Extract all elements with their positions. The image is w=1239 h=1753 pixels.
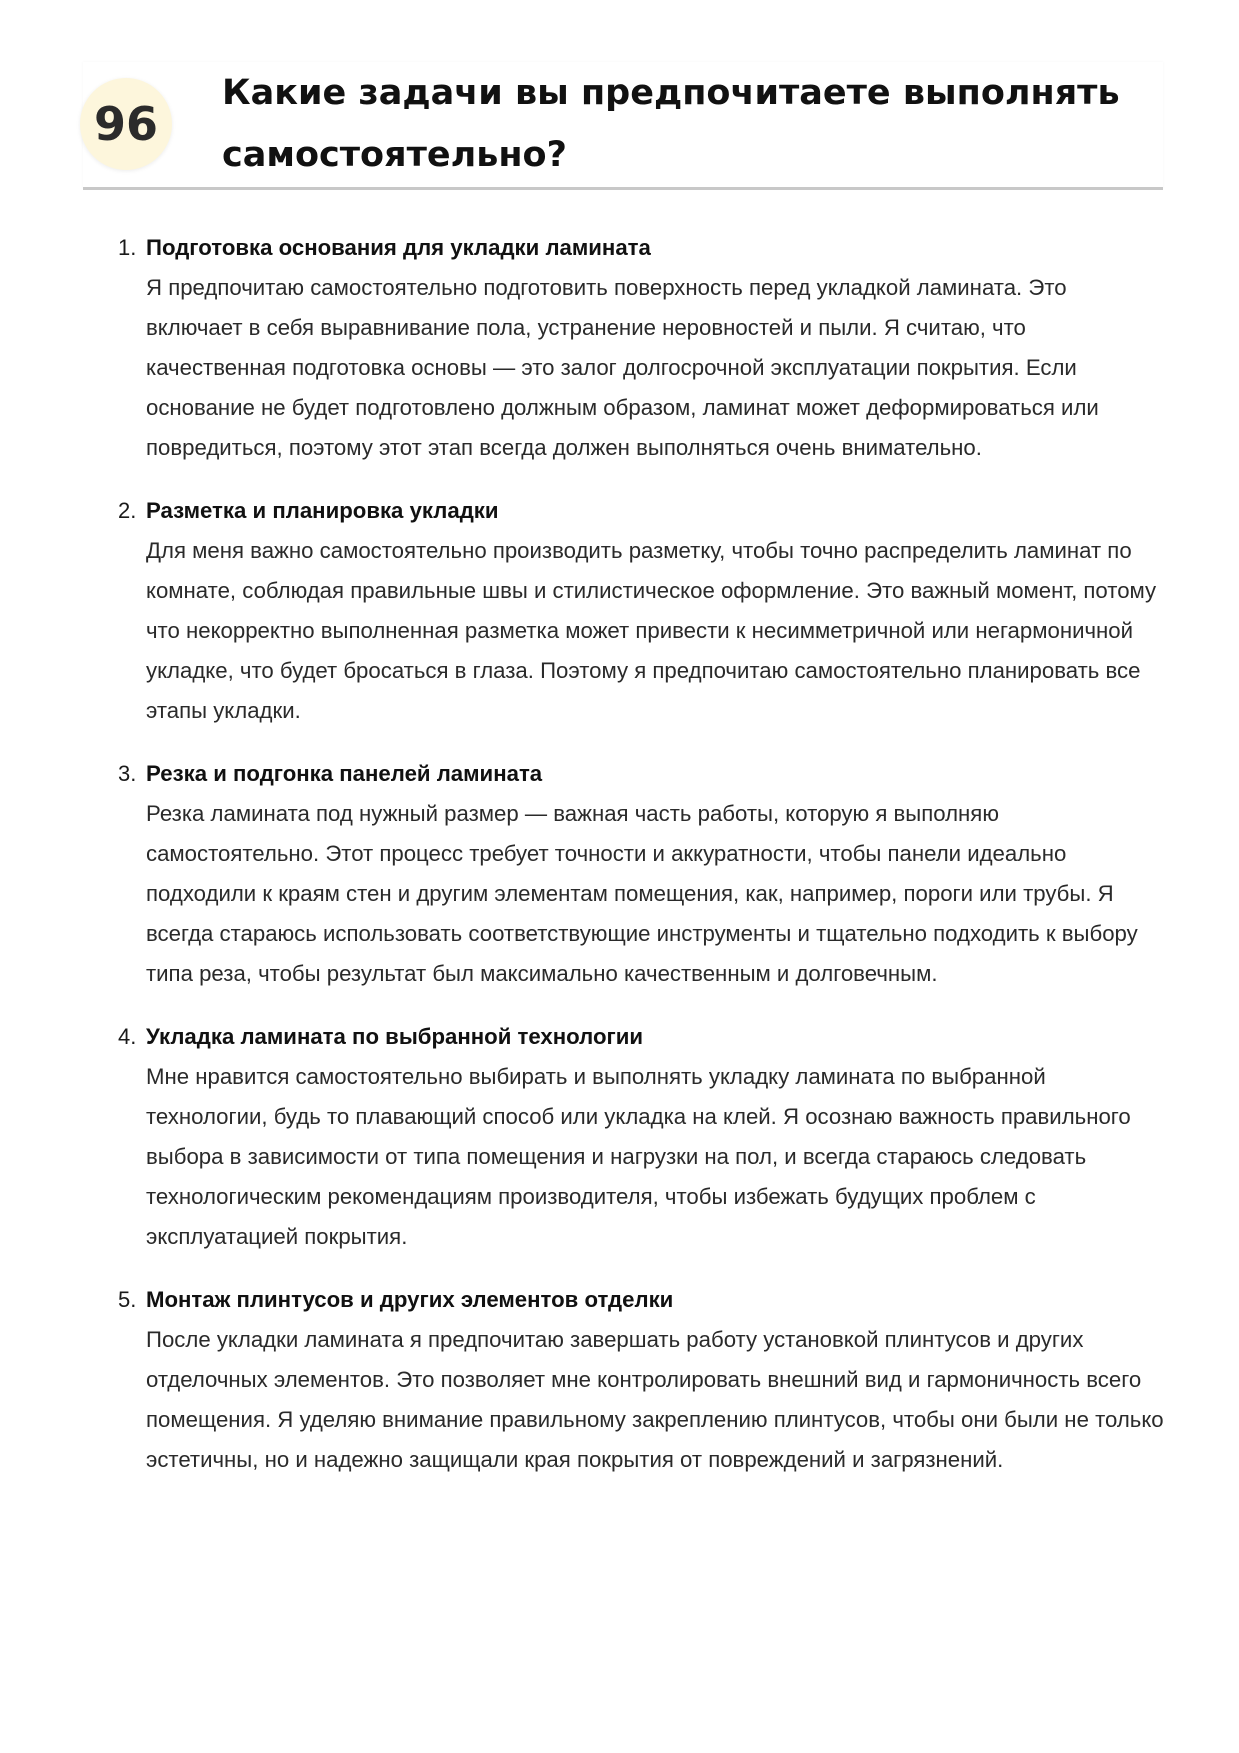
list-item-title: Подготовка основания для укладки ламината [146,235,651,260]
list-item-body [146,1280,1168,1480]
list-item-number: 5. [118,1287,137,1312]
list-item [118,491,1168,731]
list-item [118,754,1168,994]
list-item-title: Монтаж плинтусов и других элементов отделки [146,1287,674,1312]
list-item-text: Мне нравится самостоятельно выбирать и выполнять укладку ламината по выбранной технологии, будь то плавающий способ или укладка на клей. Я осознаю важность правильного выбора в зависимости от типа помещения и нагрузки на пол, и всегда стараюсь следовать технологическим рекомендациям производителя, чтобы избежать будущих проблем с эксплуатацией покрытия. [146,1064,1131,1249]
list-item-number: 1. [118,235,137,260]
question-number-badge: 96 [80,78,172,170]
list-item [118,228,1168,468]
list-item-text: После укладки ламината я предпочитаю завершать работу установкой плинтусов и других отделочных элементов. Это позволяет мне контролировать внешний вид и гармоничность всего помещения. Я уделяю внимание правильному закреплению плинтусов, чтобы они были не только эстетичны, но и надежно защищали края покрытия от повреждений и загрязнений. [146,1327,1164,1472]
list-item-body [146,1017,1168,1257]
list-item-text: Для меня важно самостоятельно производить разметку, чтобы точно распределить ламинат по комнате, соблюдая правильные швы и стилистическое оформление. Это важный момент, потому что некорректно выполненная разметка может привести к несимметричной или негармоничной укладке, что будет бросаться в глаза. Поэтому я предпочитаю самостоятельно планировать все этапы укладки. [146,538,1157,723]
list-item-text: Резка ламината под нужный размер — важная часть работы, которую я выполняю самостоятельно. Этот процесс требует точности и аккуратности, чтобы панели идеально подходили к краям стен и другим элементам помещения, как, например, пороги или трубы. Я всегда стараюсь использовать соответствующие инструменты и тщательно подходить к выбору типа реза, чтобы результат был максимально качественным и долговечным. [146,801,1138,986]
list-item-body [146,754,1168,994]
list-item [118,1017,1168,1257]
list-item-title: Резка и подгонка панелей ламината [146,761,543,786]
list-item-number: 2. [118,498,137,523]
list-item-number: 3. [118,761,137,786]
list-item-title: Укладка ламината по выбранной технологии [146,1024,644,1049]
list-item [118,1280,1168,1480]
page-title: Какие задачи вы предпочитаете выполнять самостоятельно? [222,73,1120,175]
list-item-body [146,491,1168,731]
header-divider [83,187,1163,190]
list-item-title: Разметка и планировка укладки [146,498,499,523]
list-item-text: Я предпочитаю самостоятельно подготовить поверхность перед укладкой ламината. Это включает в себя выравнивание пола, устранение неровностей и пыли. Я считаю, что качественная подготовка основы — это залог долгосрочной эксплуатации покрытия. Если основание не будет подготовлено должным образом, ламинат может деформироваться или повредиться, поэтому этот этап всегда должен выполняться очень внимательно. [146,275,1099,460]
list-item-number: 4. [118,1024,137,1049]
answer-list [118,228,1168,1503]
list-item-body [146,228,1168,468]
